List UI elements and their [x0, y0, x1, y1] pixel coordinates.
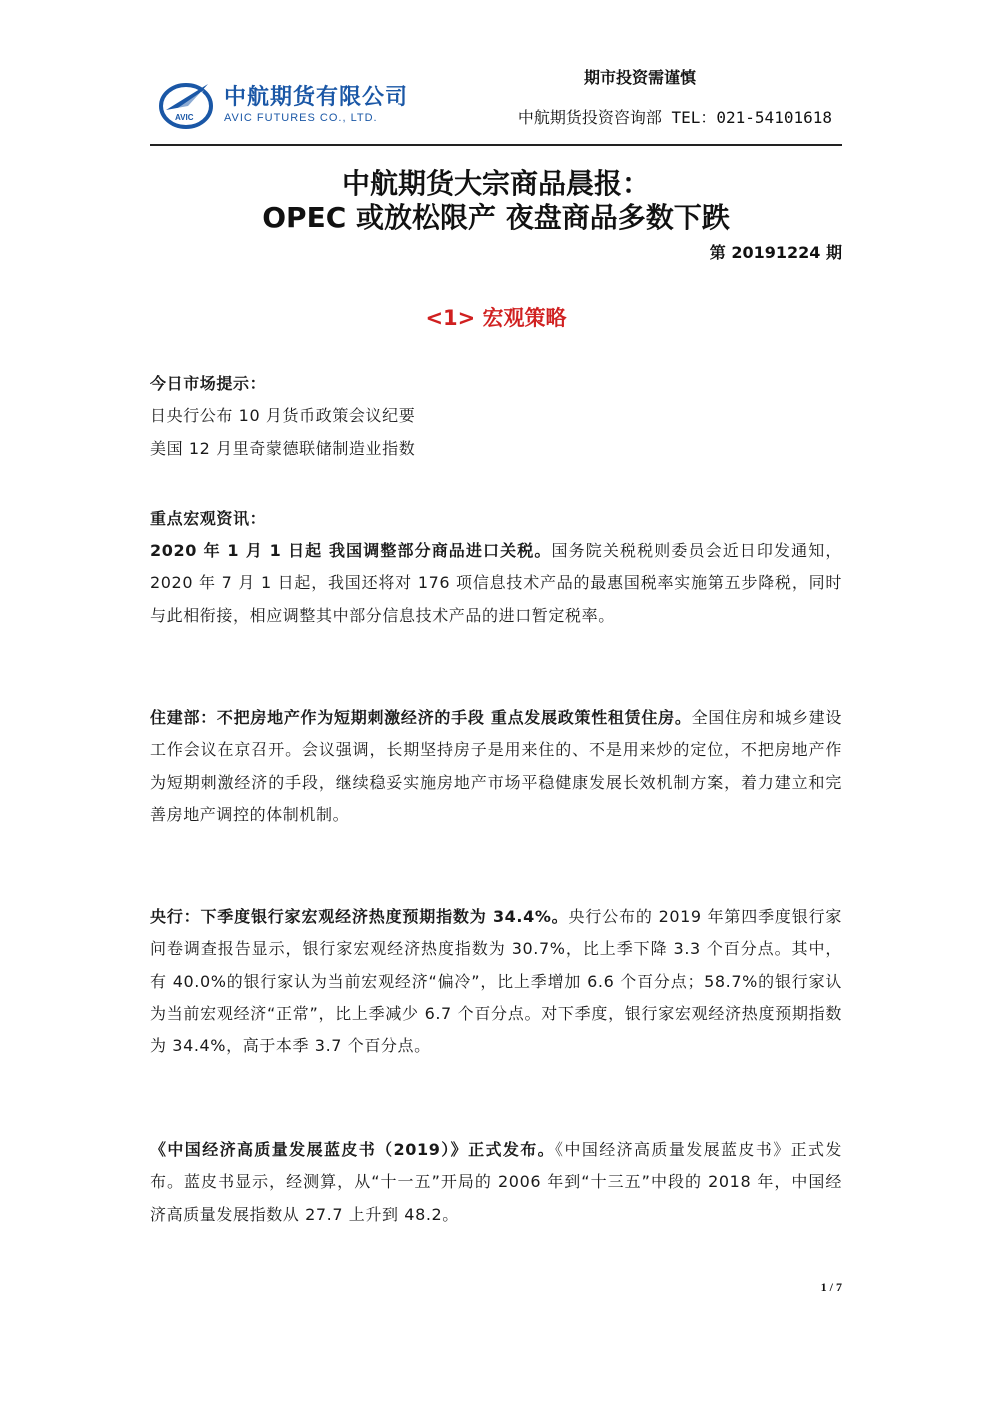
market-tip-item: 日央行公布 10 月货币政策会议纪要 — [150, 406, 416, 426]
avic-emblem-icon — [158, 76, 214, 132]
market-tip-item: 美国 12 月里奇蒙德联储制造业指数 — [150, 438, 416, 458]
company-name-en: AVIC FUTURES CO., LTD. — [224, 112, 378, 124]
news-article — [150, 1134, 842, 1231]
emblem-text: AVIC — [175, 113, 194, 122]
market-tips-heading: 今日市场提示： — [150, 374, 267, 393]
header-divider — [150, 144, 842, 146]
section-title-macro: <1> 宏观策略 — [425, 306, 567, 330]
macro-news-heading-block — [150, 503, 842, 535]
report-title: 中航期货大宗商品晨报： — [341, 167, 650, 200]
news-article — [150, 702, 842, 831]
news-article — [150, 535, 842, 632]
market-tips — [150, 368, 842, 465]
macro-news-heading: 重点宏观资讯： — [150, 509, 267, 528]
news-article-lead: 央行：下季度银行家宏观经济热度预期指数为 34.4%。 — [150, 907, 569, 926]
page-number: 1 / 7 — [820, 1280, 842, 1294]
header-contact: 中航期货投资咨询部 TEL：021-54101618 — [517, 108, 832, 127]
news-article-text: 《中国经济高质量发展蓝皮书》正式发布。蓝皮书显示，经测算，从“十一五”开局的 2006 年到“十三五”中段的 2018 年，中国经济高质量发展指数从 27.7 上升到 48.2。 — [150, 1140, 842, 1224]
news-article — [150, 901, 842, 1062]
report-headline: OPEC 或放松限产 夜盘商品多数下跌 — [262, 201, 730, 234]
news-article-lead: 2020 年 1 月 1 日起 我国调整部分商品进口关税。 — [150, 541, 552, 560]
news-article-text: 国务院关税税则委员会近日印发通知，2020 年 7 月 1 日起，我国还将对 176 项信息技术产品的最惠国税率实施第五步降税，同时与此相衔接，相应调整其中部分信息技术产品的进口暂定税率。 — [150, 541, 842, 625]
company-logo — [158, 76, 418, 134]
news-article-lead: 《中国经济高质量发展蓝皮书（2019）》正式发布。 — [150, 1140, 556, 1159]
issue-number: 第 20191224 期 — [709, 243, 842, 262]
news-article-lead: 住建部：不把房地产作为短期刺激经济的手段 重点发展政策性租赁住房。 — [150, 708, 692, 727]
company-name-cn: 中航期货有限公司 — [224, 85, 409, 110]
header-slogan: 期市投资需谨慎 — [583, 68, 696, 87]
news-article-text: 全国住房和城乡建设工作会议在京召开。会议强调，长期坚持房子是用来住的、不是用来炒的定位，不把房地产作为短期刺激经济的手段，继续稳妥实施房地产市场平稳健康发展长效机制方案，着力建立和完善房地产调控的体制机制。 — [150, 708, 842, 824]
news-article-text: 央行公布的 2019 年第四季度银行家问卷调查报告显示，银行家宏观经济热度指数为 30.7%，比上季下降 3.3 个百分点。其中，有 40.0%的银行家认为当前宏观经济“偏冷”，比上季增加 6.6 个百分点；58.7%的银行家认为当前宏观经济“正常”，比上季减少 6.7 个百分点。对下季度，银行家宏观经济热度预期指数为 34.4%，高于本季 3.7 个百分点。 — [150, 907, 842, 1056]
